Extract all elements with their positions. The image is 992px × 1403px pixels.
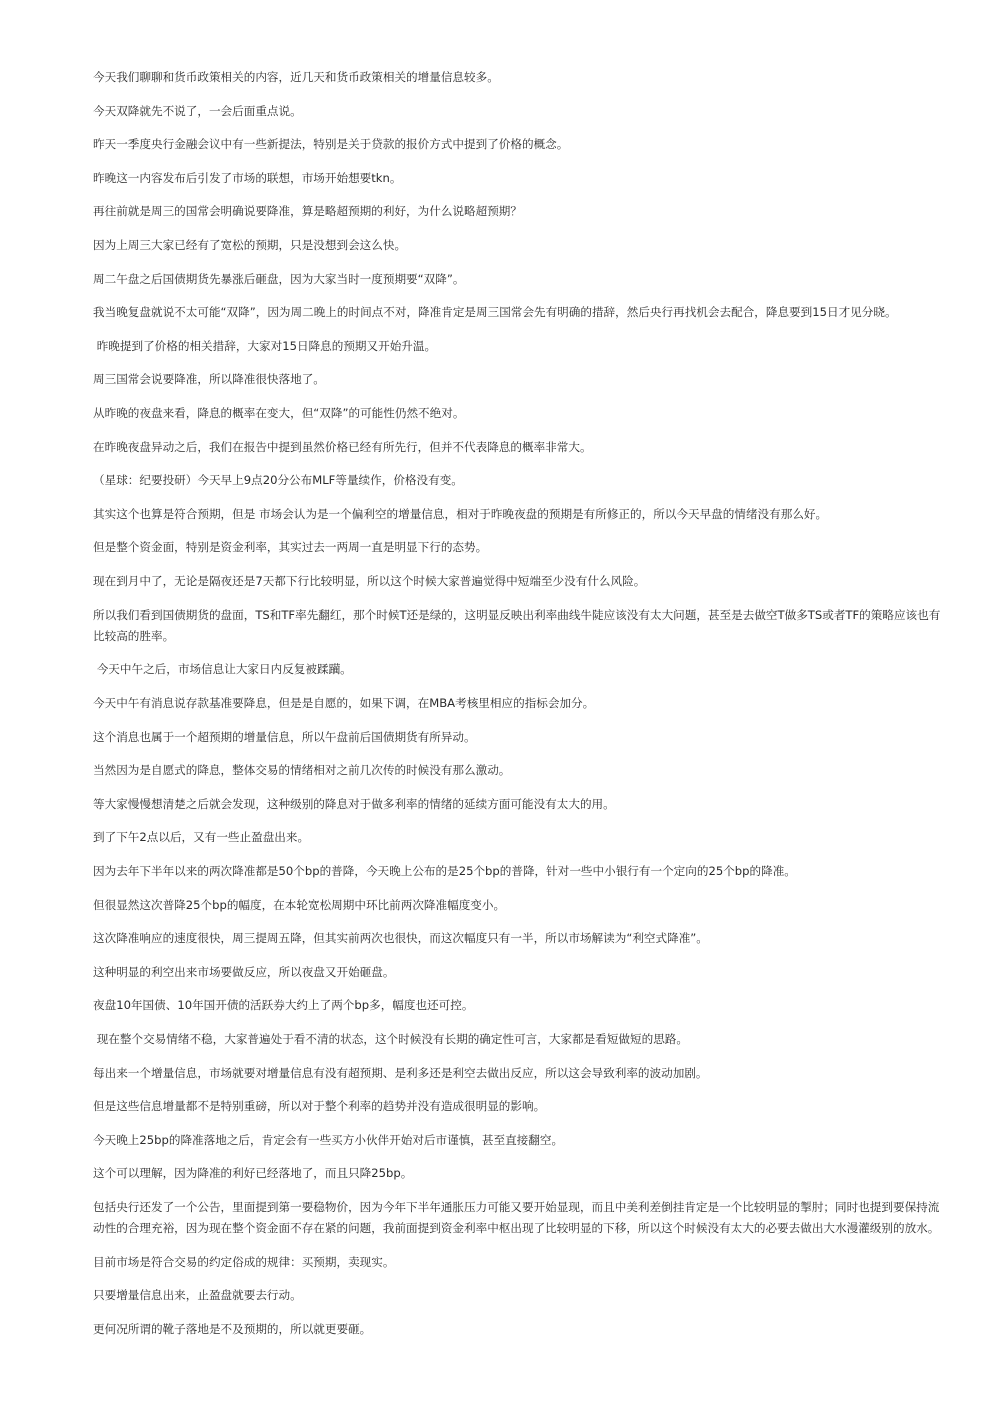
paragraph: 但很显然这次普降25个bp的幅度，在本轮宽松周期中环比前两次降准幅度变小。 xyxy=(93,897,506,912)
paragraph: 这个可以理解，因为降准的利好已经落地了，而且只降25bp。 xyxy=(93,1166,413,1181)
paragraph: 所以我们看到国债期货的盘面，TS和TF率先翻红，那个时候T还是绿的，这明显反映出利率曲线牛陡应该没有太大问题，甚至是去做空T做多TS或者TF的策略应该也有比较高的胜率。 xyxy=(93,607,941,643)
paragraph: 每出来一个增量信息，市场就要对增量信息有没有超预期、是利多还是利空去做出反应，所以这会导致利率的波动加剧。 xyxy=(93,1065,708,1080)
paragraph: 等大家慢慢想清楚之后就会发现，这种级别的降息对于做多利率的情绪的延续方面可能没有太大的用。 xyxy=(93,796,615,811)
paragraph: 今天我们聊聊和货币政策相关的内容，近几天和货币政策相关的增量信息较多。 xyxy=(93,70,499,84)
paragraph: 今天中午有消息说存款基准要降息，但是是自愿的，如果下调，在MBA考核里相应的指标会加分。 xyxy=(93,696,595,711)
paragraph: 现在整个交易情绪不稳，大家普遍处于看不清的状态，这个时候没有长期的确定性可言，大家都是看短做短的思路。 xyxy=(93,1031,688,1046)
paragraph: 这种明显的利空出来市场要做反应，所以夜盘又开始砸盘。 xyxy=(93,964,395,979)
paragraph: 但是整个资金面，特别是资金利率，其实过去一两周一直是明显下行的态势。 xyxy=(93,540,488,555)
paragraph: 这个消息也属于一个超预期的增量信息，所以午盘前后国债期货有所异动。 xyxy=(93,729,476,744)
paragraph: 更何况所谓的靴子落地是不及预期的，所以就更要砸。 xyxy=(93,1322,372,1337)
paragraph: 现在到月中了，无论是隔夜还是7天都下行比较明显，所以这个时候大家普遍觉得中短端至少没有什么风险。 xyxy=(93,573,646,588)
paragraph: 只要增量信息出来，止盈盘就要去行动。 xyxy=(93,1288,302,1303)
paragraph: 其实这个也算是符合预期，但是 市场会认为是一个偏利空的增量信息，相对于昨晚夜盘的预期是有所修正的，所以今天早盘的情绪没有那么好。 xyxy=(93,506,828,521)
paragraph: 周二午盘之后国债期货先暴涨后砸盘，因为大家当时一度预期要“双降”。 xyxy=(93,271,465,286)
paragraph: 从昨晚的夜盘来看，降息的概率在变大，但“双降”的可能性仍然不绝对。 xyxy=(93,405,465,420)
paragraph: 周三国常会说要降准，所以降准很快落地了。 xyxy=(93,372,325,387)
paragraph: 我当晚复盘就说不太可能“双降”，因为周二晚上的时间点不对，降准肯定是周三国常会先有明确的措辞，然后央行再找机会去配合，降息要到15日才见分晓。 xyxy=(93,305,897,320)
paragraph: 再往前就是周三的国常会明确说要降准，算是略超预期的利好，为什么说略超预期？ xyxy=(93,204,522,219)
paragraph: 今天双降就先不说了，一会后面重点说。 xyxy=(93,103,302,118)
paragraph: 当然因为是自愿式的降息，整体交易的情绪相对之前几次传的时候没有那么激动。 xyxy=(93,763,511,778)
paragraph: 昨天一季度央行金融会议中有一些新提法，特别是关于贷款的报价方式中提到了价格的概念。 xyxy=(93,137,569,152)
paragraph: 今天中午之后，市场信息让大家日内反复被蹂躏。 xyxy=(93,662,352,677)
paragraph: 这次降准响应的速度很快，周三提周五降，但其实前两次也很快，而这次幅度只有一半，所以市场解读为“利空式降准”。 xyxy=(93,931,708,946)
paragraph: 夜盘10年国债、10年国开债的活跃券大约上了两个bp多，幅度也还可控。 xyxy=(93,998,474,1013)
paragraph: 今天晚上25bp的降准落地之后，肯定会有一些买方小伙伴开始对后市谨慎，甚至直接翻空。 xyxy=(93,1132,564,1147)
paragraph: 昨晚这一内容发布后引发了市场的联想，市场开始想要tkn。 xyxy=(93,170,402,185)
paragraph: 目前市场是符合交易的约定俗成的规律：买预期，卖现实。 xyxy=(93,1254,395,1269)
paragraph: （星球：纪要投研）今天早上9点20分公布MLF等量续作，价格没有变。 xyxy=(93,473,463,488)
paragraph: 但是这些信息增量都不是特别重磅，所以对于整个利率的趋势并没有造成很明显的影响。 xyxy=(93,1099,546,1114)
paragraph: 在昨晚夜盘异动之后，我们在报告中提到虽然价格已经有所先行，但并不代表降息的概率非常大。 xyxy=(93,439,592,454)
document-body xyxy=(93,67,945,1353)
paragraph: 因为上周三大家已经有了宽松的预期，只是没想到会这么快。 xyxy=(93,237,407,252)
paragraph: 因为去年下半年以来的两次降准都是50个bp的普降，今天晚上公布的是25个bp的普降，针对一些中小银行有一个定向的25个bp的降准。 xyxy=(93,864,796,878)
paragraph: 到了下午2点以后，又有一些止盈盘出来。 xyxy=(93,830,310,845)
paragraph: 包括央行还发了一个公告，里面提到第一要稳物价，因为今年下半年通胀压力可能又要开始显现，而且中美利差倒挂肯定是一个比较明显的掣肘；同时也提到要保持流动性的合理充裕，因为现在整个资金面不存在紧的问题，我前面提到资金利率中枢出现了比较明显的下移，所以这个时候没有太大的必要去做出大水漫灌级别的放水。 xyxy=(93,1199,940,1236)
paragraph: 昨晚提到了价格的相关措辞，大家对15日降息的预期又开始升温。 xyxy=(93,338,437,353)
